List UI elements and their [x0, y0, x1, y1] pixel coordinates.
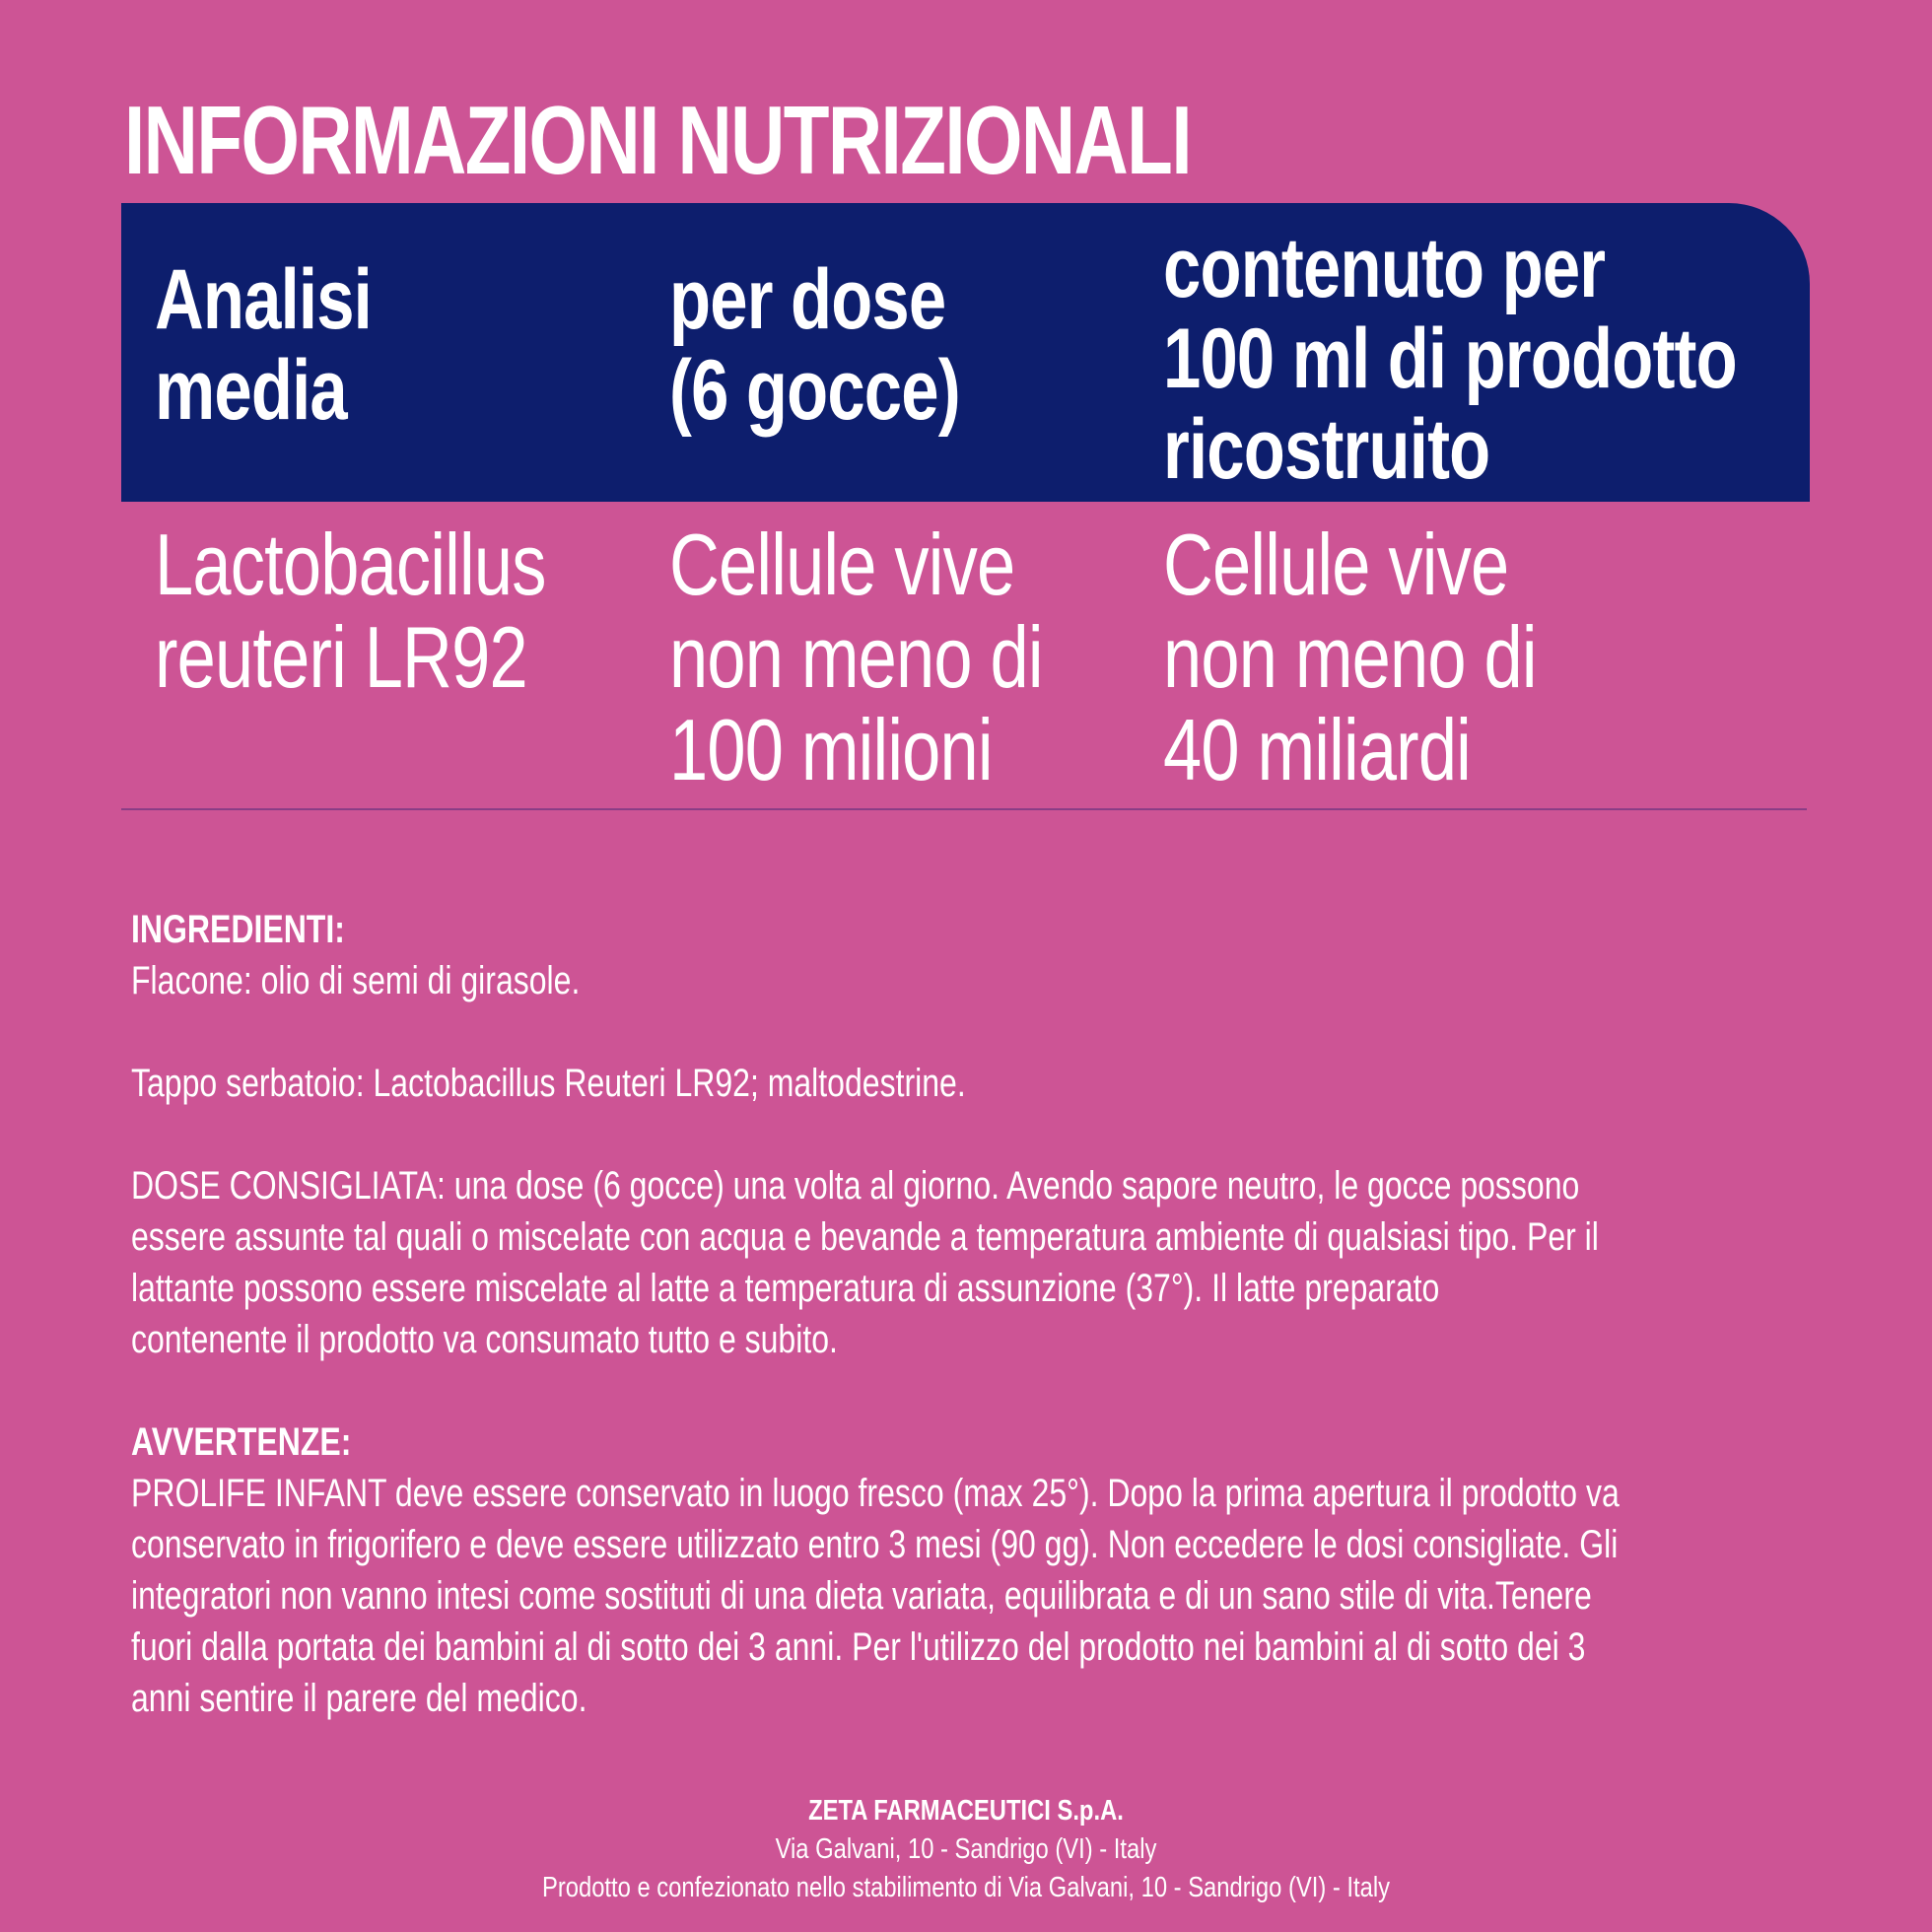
- warnings-line: anni sentire il parere del medico.: [131, 1677, 587, 1720]
- warnings-line: integratori non vanno intesi come sostituti di una dieta variata, equilibrata e di un sano stile di vita.Tenere: [131, 1574, 1592, 1618]
- header-text: Analisi: [155, 252, 372, 347]
- warnings-line: conservato in frigorifero e deve essere utilizzato entro 3 mesi (90 gg). Non eccedere le dosi consigliate. Gli: [131, 1523, 1619, 1566]
- cell-text: 100 milioni: [669, 701, 993, 798]
- ingredients-flacone: Flacone: olio di semi di girasole.: [131, 959, 581, 1002]
- product-info: [131, 904, 1819, 1724]
- cell-text: non meno di: [669, 608, 1043, 706]
- production-note: Prodotto e confezionato nello stabilimento di Via Galvani, 10 - Sandrigo (VI) - Italy: [541, 1872, 1391, 1903]
- header-text: 100 ml di prodotto: [1163, 311, 1737, 406]
- company-address: Via Galvani, 10 - Sandrigo (VI) - Italy: [775, 1833, 1157, 1865]
- footer: [0, 1792, 1932, 1907]
- header-text: media: [155, 343, 347, 438]
- cell-text: 40 miliardi: [1163, 701, 1472, 798]
- cell-text: non meno di: [1163, 608, 1537, 706]
- header-cell-per-100ml: [1163, 223, 1737, 495]
- header-text: ricostruito: [1163, 402, 1490, 497]
- ingredients-heading: INGREDIENTI:: [131, 908, 345, 951]
- cell-text: Lactobacillus: [155, 516, 546, 613]
- dose-label: DOSE CONSIGLIATA:: [131, 1164, 446, 1208]
- dose-text: una dose (6 gocce) una volta al giorno. Avendo sapore neutro, le gocce possono: [445, 1164, 1580, 1208]
- header-text: (6 gocce): [669, 343, 960, 438]
- header-cell-analysis: [155, 254, 372, 436]
- header-cell-per-dose: [669, 254, 960, 436]
- warnings-heading: AVVERTENZE:: [131, 1420, 352, 1464]
- dose-line: essere assunte tal quali o miscelate con acqua e bevande a temperatura ambiente di qualsiasi tipo. Per il: [131, 1215, 1599, 1259]
- page-title: INFORMAZIONI NUTRIZIONALI: [124, 86, 1192, 194]
- dose-line: contenente il prodotto va consumato tutto e subito.: [131, 1318, 838, 1361]
- cell-text: reuteri LR92: [155, 608, 527, 706]
- table-cell-per-dose-value: [669, 518, 1043, 796]
- company-name: ZETA FARMACEUTICI S.p.A.: [808, 1795, 1124, 1827]
- dose-line: [131, 1160, 1819, 1211]
- header-text: per dose: [669, 252, 946, 347]
- cell-text: Cellule vive: [1163, 516, 1509, 613]
- ingredients-tappo: Tappo serbatoio: Lactobacillus Reuteri LR92; maltodestrine.: [131, 1062, 966, 1105]
- nutrition-table-header: [121, 203, 1810, 502]
- warnings-line: PROLIFE INFANT deve essere conservato in luogo fresco (max 25°). Dopo la prima apertura il prodotto va: [131, 1472, 1620, 1515]
- cell-text: Cellule vive: [669, 516, 1015, 613]
- table-cell-per-100ml-value: [1163, 518, 1537, 796]
- table-cell-strain: [155, 518, 546, 704]
- dose-line: lattante possono essere miscelate al latte a temperatura di assunzione (37°). Il latte preparato: [131, 1267, 1440, 1310]
- table-divider: [121, 808, 1807, 810]
- header-text: contenuto per: [1163, 221, 1606, 315]
- warnings-line: fuori dalla portata dei bambini al di sotto dei 3 anni. Per l'utilizzo del prodotto nei bambini al di sotto dei 3: [131, 1625, 1586, 1669]
